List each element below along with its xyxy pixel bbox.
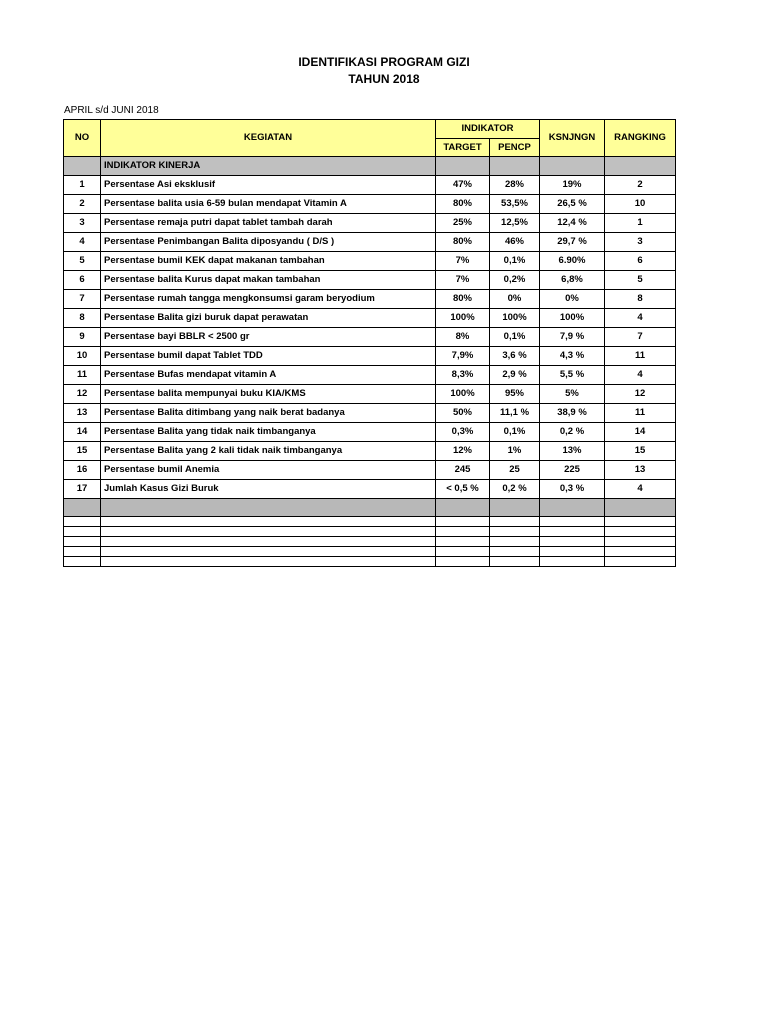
cell-target: 100% (436, 309, 490, 328)
cell-rangking: 13 (605, 461, 676, 480)
cell-ksnjngn: 38,9 % (540, 404, 605, 423)
table-row (64, 404, 676, 423)
table-row (64, 271, 676, 290)
cell-kegiatan: Jumlah Kasus Gizi Buruk (101, 480, 436, 499)
cell-kegiatan: Persentase balita usia 6-59 bulan mendapat Vitamin A (101, 195, 436, 214)
cell-target: 100% (436, 385, 490, 404)
cell-ksnjngn: 12,4 % (540, 214, 605, 233)
cell-no: 15 (64, 442, 101, 461)
cell-rangking: 11 (605, 404, 676, 423)
cell-rangking: 14 (605, 423, 676, 442)
cell-rangking: 4 (605, 366, 676, 385)
cell-ksnjngn: 7,9 % (540, 328, 605, 347)
cell-no: 1 (64, 176, 101, 195)
table-row (64, 480, 676, 499)
cell-rangking: 2 (605, 176, 676, 195)
header-indikator: INDIKATOR (436, 120, 540, 139)
table-row (64, 385, 676, 404)
cell-pencp: 0,1% (490, 252, 540, 271)
cell-pencp: 46% (490, 233, 540, 252)
cell-pencp: 0,2 % (490, 480, 540, 499)
cell-kegiatan: Persentase Penimbangan Balita diposyandu ( D/S ) (101, 233, 436, 252)
cell-ksnjngn: 0,3 % (540, 480, 605, 499)
cell-kegiatan: Persentase Bufas mendapat vitamin A (101, 366, 436, 385)
cell-kegiatan: Persentase remaja putri dapat tablet tambah darah (101, 214, 436, 233)
cell-kegiatan: Persentase bumil dapat Tablet TDD (101, 347, 436, 366)
empty-row (64, 557, 676, 567)
cell-ksnjngn: 0,2 % (540, 423, 605, 442)
cell-target: 0,3% (436, 423, 490, 442)
cell-rangking: 4 (605, 309, 676, 328)
cell-target: < 0,5 % (436, 480, 490, 499)
cell-pencp: 53,5% (490, 195, 540, 214)
cell-kegiatan: Persentase bumil Anemia (101, 461, 436, 480)
cell-kegiatan: Persentase rumah tangga mengkonsumsi garam beryodium (101, 290, 436, 309)
cell-target: 80% (436, 290, 490, 309)
cell-target: 7,9% (436, 347, 490, 366)
cell-kegiatan: Persentase Balita gizi buruk dapat perawatan (101, 309, 436, 328)
spacer-row (64, 499, 676, 517)
cell-no: 4 (64, 233, 101, 252)
table-row (64, 290, 676, 309)
cell-target: 12% (436, 442, 490, 461)
cell-pencp: 25 (490, 461, 540, 480)
cell-pencp: 12,5% (490, 214, 540, 233)
table-row (64, 442, 676, 461)
cell-no: 12 (64, 385, 101, 404)
cell-pencp: 11,1 % (490, 404, 540, 423)
cell-no: 2 (64, 195, 101, 214)
cell-kegiatan: Persentase Balita ditimbang yang naik berat badanya (101, 404, 436, 423)
cell-ksnjngn: 19% (540, 176, 605, 195)
table-row (64, 347, 676, 366)
cell-no: 13 (64, 404, 101, 423)
cell-rangking: 5 (605, 271, 676, 290)
table-row (64, 233, 676, 252)
cell-ksnjngn: 6,8% (540, 271, 605, 290)
cell-pencp: 28% (490, 176, 540, 195)
cell-target: 8% (436, 328, 490, 347)
program-table (63, 119, 676, 567)
cell-no: 6 (64, 271, 101, 290)
page-title: IDENTIFIKASI PROGRAM GIZI (298, 55, 470, 69)
cell-pencp: 100% (490, 309, 540, 328)
cell-kegiatan: Persentase bumil KEK dapat makanan tambahan (101, 252, 436, 271)
cell-pencp: 0,1% (490, 423, 540, 442)
table-row (64, 461, 676, 480)
empty-row (64, 527, 676, 537)
cell-target: 7% (436, 252, 490, 271)
cell-no: 7 (64, 290, 101, 309)
cell-ksnjngn: 0% (540, 290, 605, 309)
cell-rangking: 10 (605, 195, 676, 214)
header-rangking: RANGKING (605, 120, 676, 157)
page-subtitle-year: TAHUN 2018 (348, 72, 420, 86)
cell-rangking: 12 (605, 385, 676, 404)
cell-rangking: 4 (605, 480, 676, 499)
empty-row (64, 537, 676, 547)
cell-target: 50% (436, 404, 490, 423)
cell-kegiatan: Persentase Asi eksklusif (101, 176, 436, 195)
table-row (64, 328, 676, 347)
cell-no: 5 (64, 252, 101, 271)
header-no: NO (64, 120, 101, 157)
cell-kegiatan: Persentase bayi BBLR < 2500 gr (101, 328, 436, 347)
cell-kegiatan: Persentase Balita yang 2 kali tidak naik timbanganya (101, 442, 436, 461)
table-row (64, 252, 676, 271)
empty-row (64, 547, 676, 557)
cell-target: 8,3% (436, 366, 490, 385)
cell-target: 80% (436, 233, 490, 252)
cell-ksnjngn: 5% (540, 385, 605, 404)
table-row (64, 176, 676, 195)
table-row (64, 366, 676, 385)
cell-pencp: 0,2% (490, 271, 540, 290)
cell-rangking: 1 (605, 214, 676, 233)
cell-pencp: 3,6 % (490, 347, 540, 366)
header-kegiatan: KEGIATAN (101, 120, 436, 157)
cell-target: 80% (436, 195, 490, 214)
header-ksnjngn: KSNJNGN (540, 120, 605, 157)
cell-no: 17 (64, 480, 101, 499)
cell-no: 11 (64, 366, 101, 385)
cell-kegiatan: Persentase balita mempunyai buku KIA/KMS (101, 385, 436, 404)
cell-pencp: 95% (490, 385, 540, 404)
header-pencp: PENCP (490, 139, 540, 157)
cell-no: 9 (64, 328, 101, 347)
cell-no: 14 (64, 423, 101, 442)
table-row (64, 214, 676, 233)
cell-target: 47% (436, 176, 490, 195)
cell-target: 245 (436, 461, 490, 480)
cell-kegiatan: Persentase balita Kurus dapat makan tambahan (101, 271, 436, 290)
table-row (64, 423, 676, 442)
cell-ksnjngn: 13% (540, 442, 605, 461)
empty-row (64, 517, 676, 527)
cell-ksnjngn: 5,5 % (540, 366, 605, 385)
table-row (64, 195, 676, 214)
cell-ksnjngn: 6.90% (540, 252, 605, 271)
cell-rangking: 7 (605, 328, 676, 347)
cell-target: 25% (436, 214, 490, 233)
cell-pencp: 0% (490, 290, 540, 309)
section-label: INDIKATOR KINERJA (101, 157, 436, 176)
period-label: APRIL s/d JUNI 2018 (64, 105, 159, 116)
cell-rangking: 15 (605, 442, 676, 461)
header-target: TARGET (436, 139, 490, 157)
cell-rangking: 11 (605, 347, 676, 366)
cell-ksnjngn: 29,7 % (540, 233, 605, 252)
cell-ksnjngn: 26,5 % (540, 195, 605, 214)
cell-pencp: 1% (490, 442, 540, 461)
cell-rangking: 6 (605, 252, 676, 271)
cell-no: 3 (64, 214, 101, 233)
section-row (64, 157, 676, 176)
cell-ksnjngn: 4,3 % (540, 347, 605, 366)
cell-kegiatan: Persentase Balita yang tidak naik timbanganya (101, 423, 436, 442)
cell-no: 8 (64, 309, 101, 328)
cell-rangking: 3 (605, 233, 676, 252)
cell-ksnjngn: 100% (540, 309, 605, 328)
cell-pencp: 0,1% (490, 328, 540, 347)
cell-no: 10 (64, 347, 101, 366)
cell-no: 16 (64, 461, 101, 480)
cell-target: 7% (436, 271, 490, 290)
cell-rangking: 8 (605, 290, 676, 309)
table-row (64, 309, 676, 328)
cell-ksnjngn: 225 (540, 461, 605, 480)
cell-pencp: 2,9 % (490, 366, 540, 385)
